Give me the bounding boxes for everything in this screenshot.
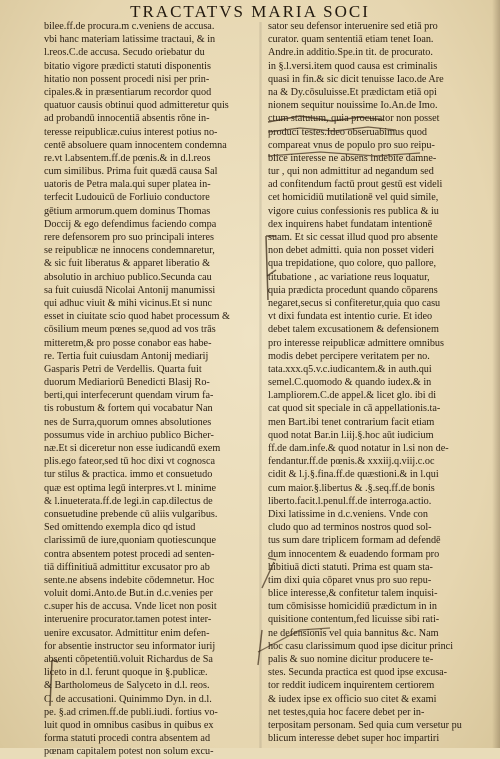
ink-margin-stroke: [262, 562, 274, 588]
text-line: centē absoluere quam innocentem condemna: [44, 139, 227, 151]
ink-underline-mark: [268, 127, 396, 132]
text-line: blice interesse ne absens indebite damne-: [268, 152, 437, 164]
text-line: tata.xxx.q5.v.c.iudicantem.& in auth.qui: [268, 363, 432, 375]
text-line: produci testes.Ideo obseruabimus quod: [268, 126, 428, 138]
text-line: interuenire procurator.tamen potest inter-: [44, 614, 212, 626]
text-line: tus sum dare triplicem formam ad defendē: [268, 535, 441, 547]
text-line: cum maior.§.libertus & .§.seq.ff.de bonis: [268, 482, 435, 494]
text-line: non debet admitti. quia non posset videri: [268, 245, 435, 257]
text-line: l.ampliorem.C.de appel.& licet glo. ibi di: [268, 390, 437, 402]
text-line: pe. §.ad crimen.ff.de publi.iudi. fortius vo-: [44, 706, 218, 718]
text-line: cat quod sit speciale in cā appellationis.ta-: [268, 403, 441, 415]
ink-underline-mark: [268, 116, 384, 122]
text-line: titubatione , ac variatione reus loquatur,: [268, 271, 430, 283]
text-line: tur stilus & practica. immo et consuetudo: [44, 469, 213, 481]
text-line: tum cōmisisse homicidiū prædictum in in: [268, 601, 437, 613]
text-line: contra absentem potest procedi ad senten-: [44, 548, 215, 560]
text-line: dex inquirens habet fundatam intentionē: [268, 218, 433, 230]
text-line: se reipublicæ ne innocens condemnaretur,: [44, 245, 215, 257]
text-line: terpositam personam. Sed quia cum versetur pu: [268, 719, 462, 731]
text-line: negaret,secus si confiteretur,quia quo casu: [268, 297, 441, 309]
text-line: forma statuti procedi contra absentem ad: [44, 733, 211, 745]
text-line: vbi hanc materiam latissime tractaui, & in: [44, 34, 216, 46]
text-line: na & Dy.cōsuluisse.Et prædictam etiā opi: [268, 86, 437, 98]
text-line: blicum interesse debet super hoc impartiri: [268, 733, 440, 745]
text-line: qua trepidatione, quo colore, quo pallore,: [268, 258, 437, 270]
text-line: absenti cōpetentiū.voluit Richardus de Sa: [44, 654, 213, 665]
text-line: plis.ego fateor,sed tū hoc dixi vt cognosca: [44, 456, 216, 468]
text-line: & l.inueterata.ff.de legi.in cap.dilectus de: [44, 495, 213, 507]
text-line: C. de accusationi. Quinimmo Dyn. in d.l.: [44, 693, 212, 705]
text-line: cōsilium meum pœnes se,quod ad vos trās: [44, 324, 216, 336]
text-line: ff.de dam.infe.& quod notatur in l.si non de-: [268, 443, 449, 454]
ink-margin-bracket: [266, 236, 276, 300]
text-line: Dixi latissime in d.c.veniens. Vnde con: [268, 508, 428, 520]
text-line: modis debet percipere veritatem per no.: [268, 350, 430, 362]
text-line: fendantur.ff.de pœnis.& xxxiij.q.viij.c.oc: [268, 456, 435, 468]
text-line: tur , qui non admittitur ad negandum sed: [268, 166, 434, 178]
text-line: hoc casu clarissimum quod ipse dicitur princi: [268, 640, 454, 652]
text-line: sente.ne absens indebite cōdemnetur. Hoc: [44, 574, 215, 586]
text-line: Sed omittendo exempla dico qd istud: [44, 522, 196, 534]
text-line: terfecit Ludouicū de Forliuio conductore: [44, 192, 210, 204]
text-line: rere defensorem pro suo principali interes: [44, 232, 215, 243]
ink-margin-stroke: [268, 558, 276, 560]
text-line: nes de Surra,quorum omnes absolutiones: [44, 416, 212, 428]
ink-margin-stroke: [267, 270, 276, 276]
text-line: cipales.& in præsentiarum recordor quod: [44, 86, 212, 98]
text-line: pœnam capitalem potest non solum excu-: [44, 746, 214, 758]
text-line: tim dixi quia cōparet vnus pro suo repu-: [268, 574, 432, 586]
text-line: qui adhuc viuit & mihi vicinus.Et si nunc: [44, 297, 213, 309]
text-line: cum similibus. Prima fuit quædā causa Sal: [44, 166, 218, 178]
text-line: compareat vnus de populo pro suo reipu-: [268, 139, 435, 151]
text-line: bitatio vigore prædicti statuti disponentis: [44, 60, 211, 72]
text-line: for absentie instructor seu informator iurij: [44, 640, 216, 652]
text-line: dum innocentem & euadendo formam pro: [268, 548, 440, 560]
text-line: possumus vide in archiuo publico Bicher-: [44, 429, 214, 441]
text-line: stes. Secunda practica est quod ipse excusa-: [268, 667, 448, 679]
text-line: vt dixi fundata est intentio curie. Et ideo: [268, 311, 433, 323]
text-line: ad probandū innocentiā absentis rōne in-: [44, 113, 210, 125]
text-line: & iudex ipse ex officio suo citet & exami: [268, 693, 437, 705]
page-edge-shadow: [492, 0, 500, 748]
text-line: nionem sequitur nouissime Io.An.de Imo.: [268, 100, 438, 112]
text-line: quod notat Bar.in l.iij.§.hoc aūt iudicium: [268, 429, 434, 441]
text-line: re.vt l.absentem.ff.de pœnis.& in d.l.reos: [44, 152, 211, 164]
text-line: quatuor causis obtinui quod admitteretur quis: [44, 100, 229, 112]
ink-cross-stroke: [258, 628, 330, 652]
text-line: c.super his de accusa. Vnde licet non posit: [44, 601, 217, 613]
text-line: voluit domi.Anto.de But.in d.c.venies per: [44, 588, 213, 600]
text-line: blice interesse,& confitetur talem inquisi-: [268, 588, 438, 600]
text-line: consuetudine prebende cū aliis vulgaribus.: [44, 508, 218, 520]
text-line: liberto.facit.l.penul.ff.de interroga.actio.: [268, 495, 432, 507]
text-line: palis & suo nomine dicitur producere te-: [268, 654, 434, 665]
text-line: l.reos.C.de accusa. Secudo oriebatur du: [44, 47, 205, 59]
text-line: cidit & l.j.§.fina.ff.de quæstioni.& in l.qui: [268, 469, 439, 481]
text-line: vigore cuius confessionis res publica & iu: [268, 205, 439, 217]
text-line: & sic fuit liberatus & apparet liberatio &: [44, 258, 211, 270]
text-line: gētium armorum.quem dominus Thomas: [44, 205, 211, 217]
text-line: duorum Mediariorū Benedicti Blasij Ro-: [44, 377, 210, 389]
text-line: men Bart.ibi tenet contrarium facit etiam: [268, 416, 435, 428]
text-line: in §.l.versi.item quod causa est criminalis: [268, 60, 438, 72]
text-line: teresse reipublicæ.cuius interest potius no-: [44, 126, 218, 138]
text-line: clarissimū de iure,quoniam quotiescunque: [44, 535, 217, 547]
text-line: pro interesse reipublicæ admittere omnibus: [268, 337, 444, 349]
text-line: net testes,quia hoc facere debet per in-: [268, 706, 425, 718]
ink-underline-mark: [268, 152, 420, 156]
ink-margin-bracket: [258, 630, 262, 665]
text-line: & Bartholomeus de Salyceto in d.l. reos.: [44, 680, 210, 692]
text-line: luit quod in omnibus casibus in quibus ex: [44, 719, 214, 731]
text-line: mitteretm,& pro posse conabor eas habe-: [44, 337, 212, 349]
text-line: quisitione contentum,fed licuisse sibi rati-: [268, 614, 440, 626]
text-line: curator. quam sententiā etiam tenet Ioan.: [268, 34, 434, 46]
text-line: suam. Et sic cessat illud quod pro absente: [268, 232, 438, 243]
ink-margin-bracket: [50, 660, 58, 706]
text-line: uenire excusator. Admittitur enim defen-: [44, 627, 210, 639]
text-line: esset in ciuitate scio quod habet processum &: [44, 311, 230, 323]
text-line: tis robustum & fortem qui vocabatur Nan: [44, 403, 213, 415]
text-line: Andre.in additio.Spe.in tit. de procurato.: [268, 47, 433, 59]
text-line: cludo quo ad terminos nostros quod sol-: [268, 522, 432, 534]
text-line: tor reddit iudicem inquirentem certiorem: [268, 680, 435, 692]
text-line: uatoris de Petra mala.qui super platea in-: [44, 179, 211, 191]
text-line: næ.Et si diceretur non esse iudicandū exem: [44, 443, 221, 454]
text-line: absolutio in archiuo publico.Secunda cau: [44, 271, 212, 283]
text-line: quasi in fin.& sic dicit tenuisse Iaco.de Are: [268, 73, 444, 85]
text-line: berti,qui interfecerunt quendam virum fa-: [44, 390, 214, 402]
text-line: liceto in d.l. ferunt quoque in §.publicæ.: [44, 667, 208, 679]
text-line: ctum statutum, quia procurator non posset: [268, 113, 440, 125]
running-head: TRACTATVS MARIA SOCI: [130, 2, 370, 21]
text-line: semel.C.quomodo & quando iudex.& in: [268, 377, 432, 389]
text-line: quæ est optima legū interpres.vt l. minime: [44, 482, 217, 494]
text-line: tiā diffinitiuā admittitur excusator pro ab: [44, 561, 210, 573]
text-line: sa fuit cuiusdā Nicolai Antonij manumissi: [44, 284, 216, 296]
text-line: ad confitendum factū prout gestū est videli: [268, 179, 443, 191]
text-line: debet talem excusationem & defensionem: [268, 324, 439, 336]
text-line: sator seu defensor interuenire sed etiā pro: [268, 21, 438, 32]
text-line: hibitiuā dicti statuti. Prima est quam sta-: [268, 561, 433, 573]
text-line: re. Tertia fuit cuiusdam Antonij mediarij: [44, 350, 209, 362]
text-line: quia prædicta procedunt quando cōparens: [268, 284, 438, 296]
text-line: hitatio non possent procedi nisi per prin-: [44, 73, 210, 85]
text-line: Gasparis Petri de Verdellis. Quarta fuit: [44, 363, 202, 375]
text-line: bilee.ff.de procura.m c.veniens de accusa.: [44, 21, 215, 32]
text-line: ne defensionis vel quia bannitus &c. Nam: [268, 627, 439, 639]
text-line: cet homicidiū mutilationē vel quid simile,: [268, 192, 439, 204]
text-line: Doccij & ego defendimus faciendo compa: [44, 218, 217, 230]
